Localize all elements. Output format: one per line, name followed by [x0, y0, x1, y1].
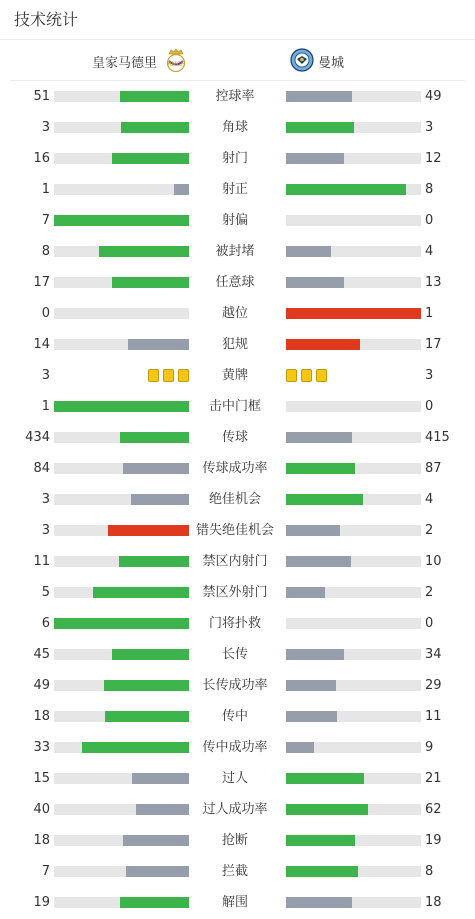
home-stat-value: 434 — [25, 430, 50, 445]
home-stat-bar-fill — [121, 122, 189, 133]
home-stat-value: 3 — [41, 368, 50, 383]
stat-row — [0, 484, 475, 515]
home-stat-bar — [54, 742, 189, 753]
away-stat-bar — [286, 897, 421, 908]
away-stat-bar-fill — [286, 463, 355, 474]
stat-label: 禁区外射门 — [202, 585, 268, 600]
stat-label: 犯规 — [221, 337, 248, 352]
home-stat-bar — [54, 308, 189, 319]
stat-row — [0, 81, 475, 112]
away-stat-bar-fill — [286, 432, 352, 443]
away-stat-bar — [286, 494, 421, 505]
home-stat-bar — [54, 556, 189, 567]
home-stat-value: 0 — [41, 306, 50, 321]
stat-row — [0, 236, 475, 267]
away-stat-bar — [286, 742, 421, 753]
home-stat-bar-fill — [82, 742, 189, 753]
stat-label: 传球成功率 — [202, 461, 268, 476]
stat-row — [0, 794, 475, 825]
stat-row — [0, 825, 475, 856]
away-stat-value: 3 — [425, 120, 434, 135]
home-stat-value: 1 — [41, 182, 50, 197]
yellow-card-icon — [316, 369, 327, 382]
svg-text:RMCF: RMCF — [167, 61, 185, 68]
yellow-card-icon — [163, 369, 174, 382]
home-stat-value: 51 — [33, 89, 50, 104]
home-stat-bar — [54, 401, 189, 412]
stat-row — [0, 174, 475, 205]
stat-label: 任意球 — [215, 275, 255, 290]
stat-label: 长传成功率 — [202, 678, 268, 693]
away-stat-bar-fill — [286, 494, 363, 505]
home-stat-value: 45 — [33, 647, 50, 662]
away-stat-bar-fill — [286, 587, 325, 598]
home-stat-bar-fill — [119, 556, 189, 567]
home-team[interactable] — [92, 41, 187, 81]
stat-label: 黄牌 — [221, 368, 248, 383]
home-stat-bar — [54, 525, 189, 536]
away-yellow-cards — [286, 369, 327, 382]
home-stat-bar-fill — [120, 91, 189, 102]
away-stat-value: 8 — [425, 864, 434, 879]
away-stat-bar — [286, 91, 421, 102]
stat-row — [0, 112, 475, 143]
away-stat-bar — [286, 804, 421, 815]
home-stat-bar-fill — [99, 246, 189, 257]
away-stat-value: 87 — [425, 461, 442, 476]
manchester-city-crest-icon — [290, 48, 312, 74]
home-stat-bar — [54, 246, 189, 257]
home-stat-bar-fill — [126, 866, 189, 877]
home-stat-bar — [54, 587, 189, 598]
home-stat-value: 3 — [41, 492, 50, 507]
away-stat-bar-fill — [286, 897, 352, 908]
stat-label: 射偏 — [221, 213, 248, 228]
home-stat-bar-fill — [54, 215, 189, 226]
away-stat-value: 1 — [425, 306, 434, 321]
home-stat-value: 15 — [33, 771, 50, 786]
away-stat-value: 17 — [425, 337, 442, 352]
away-stat-bar-fill — [286, 773, 364, 784]
stat-label: 被封堵 — [215, 244, 255, 259]
home-team-name: 皇家马德里 — [91, 55, 157, 71]
home-stat-bar-fill — [93, 587, 189, 598]
away-stat-value: 34 — [425, 647, 442, 662]
away-stat-bar — [286, 339, 421, 350]
away-stat-bar-fill — [286, 680, 336, 691]
stat-row — [0, 856, 475, 887]
stat-row — [0, 515, 475, 546]
home-stat-bar-fill — [174, 184, 189, 195]
away-stat-value: 29 — [425, 678, 442, 693]
home-stat-bar-fill — [132, 773, 189, 784]
away-stat-bar — [286, 556, 421, 567]
home-stat-bar — [54, 835, 189, 846]
away-stat-bar-fill — [286, 866, 358, 877]
home-stat-bar — [54, 897, 189, 908]
home-stat-bar — [54, 91, 189, 102]
stat-row — [0, 608, 475, 639]
home-stat-bar-fill — [54, 618, 189, 629]
stat-row — [0, 360, 475, 391]
home-stat-bar — [54, 463, 189, 474]
away-stat-bar-fill — [286, 339, 360, 350]
home-yellow-cards — [148, 369, 189, 382]
stat-row — [0, 546, 475, 577]
away-stat-value: 2 — [425, 523, 434, 538]
home-stat-bar — [54, 866, 189, 877]
away-stat-value: 19 — [425, 833, 442, 848]
stat-label: 禁区内射门 — [202, 554, 268, 569]
home-stat-bar-fill — [120, 432, 189, 443]
stat-label: 过人 — [221, 771, 248, 786]
home-stat-bar-fill — [136, 804, 189, 815]
away-stat-bar — [286, 866, 421, 877]
away-stat-value: 2 — [425, 585, 434, 600]
away-stat-bar — [286, 587, 421, 598]
away-stat-bar — [286, 835, 421, 846]
away-stat-bar-fill — [286, 91, 352, 102]
away-stat-bar — [286, 122, 421, 133]
away-stat-bar — [286, 711, 421, 722]
away-stat-bar — [286, 432, 421, 443]
real-madrid-crest-icon — [165, 48, 187, 74]
away-stat-bar-fill — [286, 246, 331, 257]
away-stat-bar — [286, 463, 421, 474]
home-stat-value: 16 — [33, 151, 50, 166]
stat-label: 越位 — [221, 306, 248, 321]
home-stat-bar-fill — [54, 401, 189, 412]
away-stat-bar-fill — [286, 153, 344, 164]
away-stat-value: 9 — [425, 740, 434, 755]
stat-row — [0, 887, 475, 918]
home-stat-bar-fill — [123, 463, 189, 474]
home-stat-bar-fill — [120, 897, 189, 908]
stats-list — [0, 81, 475, 918]
away-stat-bar — [286, 184, 421, 195]
yellow-card-icon — [148, 369, 159, 382]
stat-row — [0, 453, 475, 484]
away-stat-bar-fill — [286, 122, 354, 133]
home-stat-value: 17 — [33, 275, 50, 290]
away-stat-value: 13 — [425, 275, 442, 290]
home-stat-bar — [54, 184, 189, 195]
home-stat-value: 49 — [33, 678, 50, 693]
home-stat-bar-fill — [112, 277, 189, 288]
away-team[interactable] — [290, 41, 344, 81]
away-stat-bar — [286, 773, 421, 784]
home-stat-value: 33 — [33, 740, 50, 755]
away-stat-value: 18 — [425, 895, 442, 910]
away-stat-bar-fill — [286, 804, 368, 815]
home-stat-value: 7 — [41, 864, 50, 879]
home-stat-bar-fill — [108, 525, 189, 536]
stat-label: 解围 — [221, 895, 248, 910]
away-stat-value: 11 — [425, 709, 442, 724]
home-stat-value: 84 — [33, 461, 50, 476]
stat-row — [0, 143, 475, 174]
away-stat-value: 4 — [425, 492, 434, 507]
home-stat-bar-fill — [105, 711, 189, 722]
stat-label: 角球 — [221, 120, 248, 135]
stat-label: 过人成功率 — [202, 802, 268, 817]
stat-row — [0, 298, 475, 329]
home-stat-bar — [54, 277, 189, 288]
away-stat-bar-fill — [286, 711, 337, 722]
away-stat-value: 8 — [425, 182, 434, 197]
away-stat-bar-fill — [286, 742, 314, 753]
away-stat-value: 3 — [425, 368, 434, 383]
home-stat-bar — [54, 153, 189, 164]
home-stat-value: 5 — [41, 585, 50, 600]
away-stat-bar-fill — [286, 556, 351, 567]
stat-label: 控球率 — [215, 89, 255, 104]
home-stat-bar-fill — [131, 494, 189, 505]
home-stat-bar — [54, 432, 189, 443]
home-stat-value: 1 — [41, 399, 50, 414]
away-stat-value: 49 — [425, 89, 442, 104]
away-stat-value: 12 — [425, 151, 442, 166]
stat-label: 击中门框 — [208, 399, 261, 414]
away-stat-value: 21 — [425, 771, 442, 786]
stat-row — [0, 577, 475, 608]
stat-row — [0, 670, 475, 701]
away-stat-bar — [286, 401, 421, 412]
stat-label: 门将扑救 — [208, 616, 261, 631]
stat-row — [0, 267, 475, 298]
home-stat-value: 3 — [41, 523, 50, 538]
stat-row — [0, 732, 475, 763]
away-stat-bar-fill — [286, 649, 344, 660]
stat-row — [0, 329, 475, 360]
away-stat-bar — [286, 525, 421, 536]
yellow-card-icon — [178, 369, 189, 382]
stat-label: 传中成功率 — [202, 740, 268, 755]
away-stat-value: 62 — [425, 802, 442, 817]
away-stat-bar — [286, 308, 421, 319]
stat-label: 绝佳机会 — [208, 492, 261, 507]
home-stat-bar — [54, 618, 189, 629]
stat-label: 传球 — [221, 430, 248, 445]
away-stat-bar-fill — [286, 277, 344, 288]
stat-label: 错失绝佳机会 — [195, 523, 274, 538]
away-stat-bar — [286, 215, 421, 226]
home-stat-bar — [54, 339, 189, 350]
home-stat-value: 11 — [33, 554, 50, 569]
away-stat-value: 0 — [425, 616, 434, 631]
home-stat-bar — [54, 804, 189, 815]
home-stat-bar-fill — [123, 835, 189, 846]
stat-row — [0, 763, 475, 794]
away-stat-bar — [286, 649, 421, 660]
stat-row — [0, 391, 475, 422]
home-stat-value: 19 — [33, 895, 50, 910]
yellow-card-icon — [301, 369, 312, 382]
away-stat-bar-fill — [286, 525, 340, 536]
home-stat-bar-fill — [128, 339, 189, 350]
home-stat-value: 18 — [33, 709, 50, 724]
home-stat-value: 8 — [41, 244, 50, 259]
home-stat-bar-fill — [112, 649, 189, 660]
away-stat-value: 0 — [425, 399, 434, 414]
home-stat-bar — [54, 494, 189, 505]
away-stat-bar — [286, 246, 421, 257]
title-bar — [0, 0, 475, 40]
away-stat-bar — [286, 618, 421, 629]
page-title: 技术统计 — [14, 10, 79, 29]
home-stat-value: 40 — [33, 802, 50, 817]
away-stat-bar-fill — [286, 184, 406, 195]
stat-row — [0, 205, 475, 236]
home-stat-bar — [54, 122, 189, 133]
home-stat-value: 6 — [41, 616, 50, 631]
stat-row — [0, 422, 475, 453]
away-stat-bar — [286, 153, 421, 164]
stat-label: 传中 — [221, 709, 248, 724]
home-stat-bar-fill — [104, 680, 189, 691]
home-stat-bar — [54, 680, 189, 691]
away-stat-value: 4 — [425, 244, 434, 259]
home-stat-value: 7 — [41, 213, 50, 228]
home-stat-value: 14 — [33, 337, 50, 352]
away-stat-value: 0 — [425, 213, 434, 228]
home-stat-bar — [54, 215, 189, 226]
away-stat-bar-fill — [286, 835, 355, 846]
away-stat-bar — [286, 680, 421, 691]
away-team-name: 曼城 — [318, 55, 345, 71]
home-stat-bar-fill — [112, 153, 189, 164]
stat-label: 拦截 — [221, 864, 248, 879]
away-stat-value: 10 — [425, 554, 442, 569]
home-stat-bar — [54, 711, 189, 722]
away-stat-bar-fill — [286, 308, 421, 319]
stat-label: 长传 — [221, 647, 248, 662]
stat-label: 抢断 — [221, 833, 248, 848]
away-stat-bar — [286, 277, 421, 288]
stat-row — [0, 701, 475, 732]
stat-label: 射正 — [221, 182, 248, 197]
home-stat-value: 18 — [33, 833, 50, 848]
stat-label: 射门 — [221, 151, 248, 166]
team-header — [10, 41, 465, 81]
home-stat-bar — [54, 773, 189, 784]
home-stat-bar — [54, 649, 189, 660]
yellow-card-icon — [286, 369, 297, 382]
home-stat-value: 3 — [41, 120, 50, 135]
away-stat-value: 415 — [425, 430, 450, 445]
stat-row — [0, 639, 475, 670]
